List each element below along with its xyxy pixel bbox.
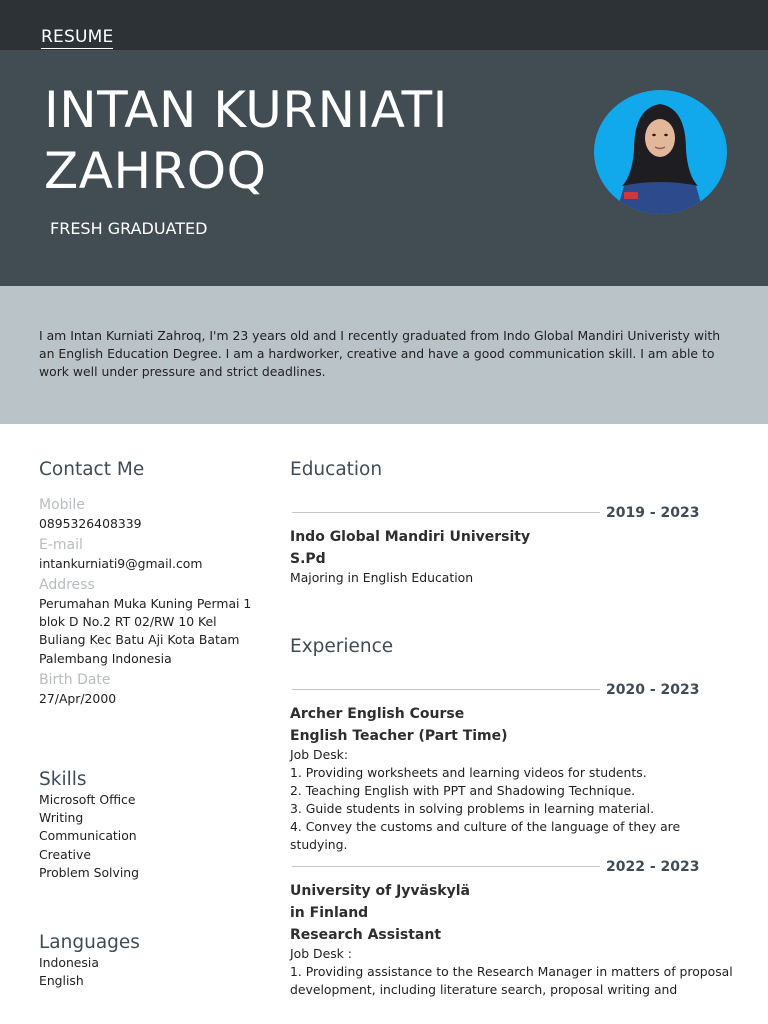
education-heading: Education xyxy=(290,459,383,480)
job-position: English Teacher (Part Time) xyxy=(290,728,508,744)
job-duty: 4. Convey the customs and culture of the language of they are studying. xyxy=(290,819,681,853)
birth-date-label: Birth Date xyxy=(39,672,111,688)
job-location: in Finland xyxy=(290,905,369,921)
skills-list xyxy=(39,791,139,882)
top-bar xyxy=(0,0,768,50)
education-divider xyxy=(292,512,600,513)
birth-date-value: 27/Apr/2000 xyxy=(39,691,117,706)
candidate-name: INTAN KURNIATI ZAHROQ xyxy=(44,81,448,200)
job-date: 2022 - 2023 xyxy=(606,859,700,875)
language-item: English xyxy=(39,973,84,989)
resume-label: RESUME xyxy=(41,27,114,47)
job-company: Archer English Course xyxy=(290,706,465,722)
candidate-role: FRESH GRADUATED xyxy=(50,219,208,238)
languages-list xyxy=(39,954,99,990)
job-divider xyxy=(292,866,600,867)
experience-heading: Experience xyxy=(290,636,394,657)
skill-item: Problem Solving xyxy=(39,864,139,880)
address-label: Address xyxy=(39,577,95,593)
job-divider xyxy=(292,689,600,690)
job-position: Research Assistant xyxy=(290,927,442,943)
person-icon xyxy=(594,90,727,214)
skill-item: Communication xyxy=(39,828,137,844)
mobile-label: Mobile xyxy=(39,497,85,513)
skill-item: Microsoft Office xyxy=(39,792,136,807)
languages-heading: Languages xyxy=(39,932,140,953)
email-label: E-mail xyxy=(39,537,83,553)
job-date: 2020 - 2023 xyxy=(606,682,700,698)
skills-heading: Skills xyxy=(39,769,87,790)
job-desk-label: Job Desk: xyxy=(290,747,349,762)
address-value: Perumahan Muka Kuning Permai 1 blok D No.2 RT 02/RW 10 Kel Buliang Kec Batu Aji Kota Batam Palembang Indonesia xyxy=(39,596,252,666)
language-item: Indonesia xyxy=(39,955,99,970)
job-duty: 3. Guide students in solving problems in learning material. xyxy=(290,801,655,816)
education-degree: S.Pd xyxy=(290,551,326,567)
mobile-value: 0895326408339 xyxy=(39,516,142,531)
job-company: University of Jyväskylä xyxy=(290,883,470,899)
contact-heading: Contact Me xyxy=(39,459,145,480)
skill-item: Creative xyxy=(39,846,91,862)
job-duty: 1. Providing worksheets and learning videos for students. xyxy=(290,765,647,780)
education-school: Indo Global Mandiri University xyxy=(290,529,531,545)
job-desk-label: Job Desk : xyxy=(290,946,352,961)
education-date: 2019 - 2023 xyxy=(606,505,700,521)
profile-photo xyxy=(594,90,727,214)
skill-item: Writing xyxy=(39,810,84,826)
email-value: intankurniati9@gmail.com xyxy=(39,556,203,571)
job-duty: 1. Providing assistance to the Research Manager in matters of proposal development, including literature search, proposal writing and xyxy=(290,964,733,998)
job-duty: 2. Teaching English with PPT and Shadowing Technique. xyxy=(290,783,636,798)
education-major: Majoring in English Education xyxy=(290,570,474,585)
summary-text: I am Intan Kurniati Zahroq, I'm 23 years old and I recently graduated from Indo Global Mandiri Univeristy with an English Education Degree. I am a hardworker, creative and have a good communication skill. I am able to work well under pressure and strict deadlines. xyxy=(39,328,721,380)
summary-section xyxy=(0,286,768,424)
